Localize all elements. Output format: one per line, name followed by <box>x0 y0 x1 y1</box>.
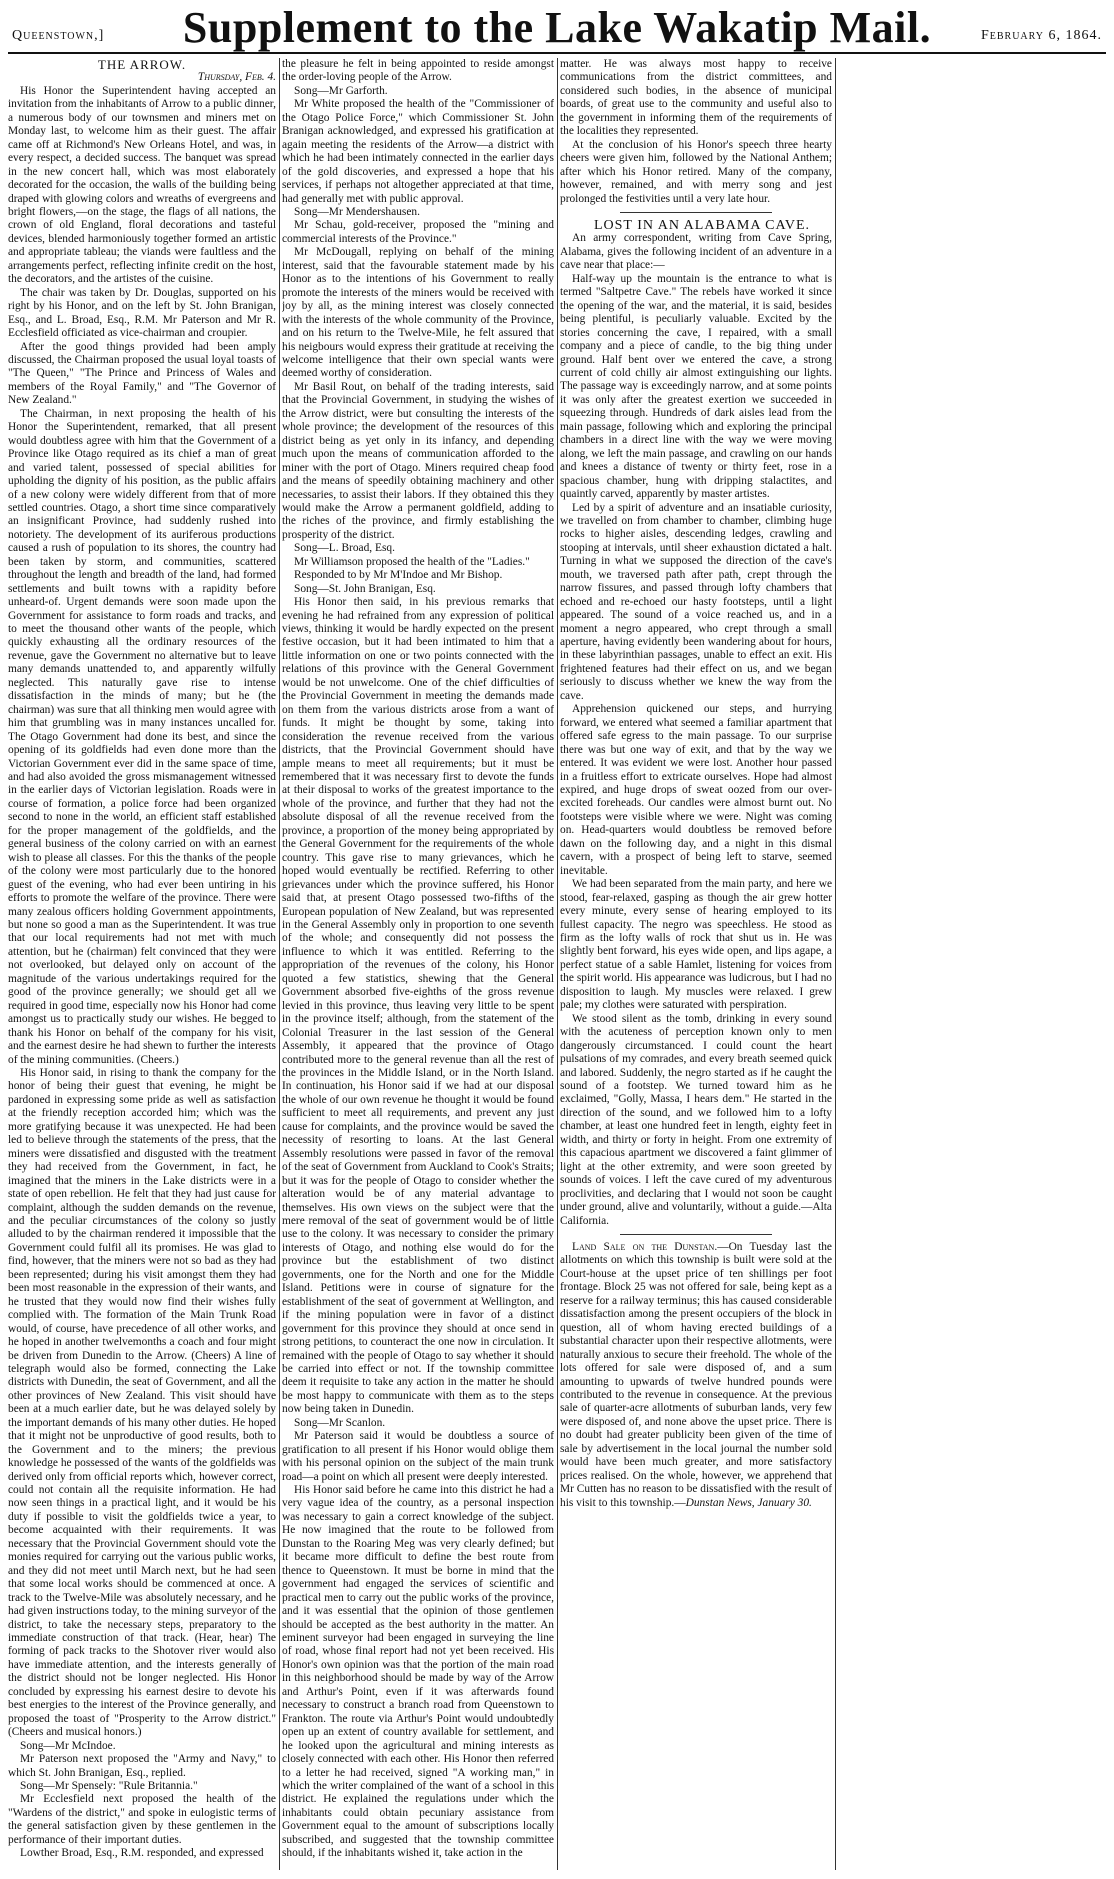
divider <box>620 1234 772 1235</box>
column-2 <box>282 58 554 1870</box>
paragraph: Lowther Broad, Esq., R.M. responded, and expressed <box>20 1847 264 1860</box>
column-rule <box>835 58 836 1870</box>
paragraph: Song—Mr Mendershausen. <box>294 205 420 218</box>
paragraph: Apprehension quickened our steps, and hurrying forward, we entered what seemed a familiar apartment that offered safe egress to the main passage. To our surprise there was but one way of exit, and that by the way we entered. It was evident we were lost. Another hour passed in a fruitless effort to extricate ourselves. Hope had almost expired, and huge drops of sweat oozed from our over-excited foreheads. Our candles were almost burnt out. No footsteps were visible where we were. Night was coming on. Head-quarters would doubtless be removed before dawn on the following day, and a night in this dismal cavern, with a prospect of being left to starve, seemed inevitable. <box>560 703 832 877</box>
paragraph: the pleasure he felt in being appointed to reside amongst the order-loving people of the Arrow. <box>282 58 554 84</box>
paragraph: His Honor said, in rising to thank the company for the honor of being their guest that evening, he might be pardoned in expressing some pride as well as satisfaction at the friendly reception accorded him; which was the more gratifying because it was unexpected. He had been led to believe through the statements of the press, that the miners were dissatisfied and disgusted with the treatment they had received from the Government, in fact, he imagined that the miners in the Lake districts were in a state of open rebellion. He felt that they had just cause for complaint, although the sudden demands on the revenue, and the peculiar circumstances of the colony so justly alluded to by the chairman rendered it impossible that the Government could fulfil all its promises. He was glad to find, however, that the miners were not so bad as they had been represented; during his visit amongst them they had been most reasonable in the expression of their wants, and he trusted that they would now find their wishes fully complied with. The formation of the Main Trunk Road would, of course, have precedence of all other works, and he hoped in another twelvemonths a coach and four might be driven from Dunedin to the Arrow. (Cheers) A line of telegraph would also be formed, connecting the Lake districts with Dunedin, the seat of Government, and all the other provinces of New Zealand. This visit should have been at a much earlier date, but he was delayed solely by the important demands of his many other duties. He hoped that it might not be unproductive of good results, both to the Government and to the miners; the previous knowledge he possessed of the wants of the goldfields was derived only from official reports which, however correct, could not contain all the requisite information. He had now seen things in a practical light, and it would be his duty if possible to visit the goldfields twice a year, to become acquainted with their requirements. It was necessary that the Provincial Government should vote the monies required for carrying out the various public works, and they did not meet until March next, but he had seen that some local works should be commenced at once. A track to the Twelve-Mile was absolutely necessary, and he had given instructions today, to the mining surveyor of the district, to take the necessary steps, preparatory to the immediate construction of that track. (Hear, hear) The forming of pack tracks to the Shotover river would also have immediate attention, and the interests generally of the district should not be longer neglected. His Honor concluded by expressing his earnest desire to devote his best energies to the interest of the Province generally, and proposed the toast of "Prosperity to the Arrow district." (Cheers and musical honors.) <box>8 1066 276 1739</box>
paragraph: We stood silent as the tomb, drinking in every sound with the acuteness of perception known only to men dangerously circumstanced. I could count the heart pulsations of my comrades, and every breath seemed quick and labored. Suddenly, the negro started as if he caught the sound of a footstep. We turned toward him as he exclaimed, "Golly, Massa, I hears dem." He started in the direction of the sound, and we followed him to a lofty chamber, at least one hundred feet in length, eighty feet in width, and thirty or forty in height. From one extremity of this capacious apartment we discovered a faint glimmer of light at the other extremity, and were soon greeted by sounds of voices. I left the cave cured of my adventurous proclivities, and declaring that I would not soon be caught under ground, alive and voluntarily, without a guide.—Alta California. <box>560 1012 832 1227</box>
masthead-date: February 6, 1864. <box>980 28 1102 43</box>
paragraph: matter. He was always most happy to receive communications from the district committees, and considered such bodies, in the absence of municipal boards, of great use to the community and useful also to the government in informing them of the requirements of the localities they represented. <box>560 58 832 138</box>
paragraph: Responded to by Mr M'Indoe and Mr Bishop. <box>294 569 503 582</box>
land-sale-source: Dunstan News, January 30. <box>685 1496 812 1509</box>
paragraph: His Honor said before he came into this district he had a very vague idea of the country, as a personal inspection was necessary to gain a correct knowledge of the subject. He now imagined that the route to be followed from Dunstan to the Roaring Meg was very clearly defined; but it became more difficult to define the best route from thence to Queenstown. It must be borne in mind that the government had engaged the services of scientific and practical men to carry out the public works of the province, and it was essential that the opinion of those gentlemen should be accepted as the best authority in the matter. An eminent surveyor had been engaged in surveying the line of road, whose final report had not yet been received. His Honor's own opinion was that the portion of the main road in this neighborhood should be made by way of the Arrow and Arthur's Point, even if it was afterwards found necessary to construct a branch road from Queenstown to Frankton. The route via Arthur's Point would undoubtedly open up an extent of country available for settlement, and he looked upon the agricultural and mining interests as closely connected with each other. His Honor then referred to a letter he had received, signed "A working man," in which the writer complained of the want of a school in this district. He explained the regulations under which the inhabitants could obtain pecuniary assistance from Government equal to the amount of subscriptions locally subscribed, and suggested that the township committee should, if the inhabitants wished it, take action in the <box>282 1484 554 1860</box>
paragraph: We had been separated from the main party, and here we stood, fear-relaxed, gasping as though the air grew hotter every minute, every sense of hearing employed to its fullest capacity. The negro was speechless. He stood as firm as the lofty walls of rock that shut us in. He was slightly bent forward, his eyes wide open, and lips agape, a perfect statue of a sable Hamlet, listening for voices from the spirit world. His appearance was ludicrous, but I had no disposition to laugh. My muscles were relaxed. I grew pale; my clothes were saturated with perspiration. <box>560 878 832 1012</box>
paragraph: Mr Paterson said it would be doubtless a source of gratification to all present if his Honor would oblige them with his personal opinion on the subject of the main trunk road—a point on which all present were deeply interested. <box>282 1430 554 1483</box>
paragraph: Led by a spirit of adventure and an insatiable curiosity, we travelled on from chamber to chamber, climbing huge rocks to higher aisles, descending ledges, crawling and stooping at intervals, until sheer exhaustion dictated a halt. Turning in what we supposed the direction of the cave's mouth, we traversed path after path, crept through the narrow fissures, and passed through lofty chambers that echoed and re-echoed our hasty footsteps, until a light appeared. The sound of a voice reached us, and in a moment a negro appeared, who crept through a small aperture, having evidently been wandering about for hours, in these labyrinthian passages, unable to effect an exit. His frightened features had their effect on us, and we began seriously to discuss whether we knew the way from the cave. <box>560 501 832 702</box>
paragraph: His Honor then said, in his previous remarks that evening he had refrained from any expression of political views, thinking it would be hardly expected on the present festive occasion, but it had been intimated to him that a little information on one or two points connected with the relations of this province with the General Government would be not unwelcome. One of the chief difficulties of the Provincial Government in meeting the demands made on them from the various districts arose from a want of funds. It might be thought by some, taking into consideration the revenue received from the various districts, that the Provincial Government should have ample means to meet all requirements; but it must be remembered that it was necessary first to devote the funds at their disposal to works of the greatest importance to the whole of the province, and further that they had not the absolute disposal of all the revenue received from the province, a proportion of the money being appropriated by the General Government for the requirements of the whole country. This gave rise to many grievances, which he hoped would eventually be rectified. Referring to other grievances under which the province suffered, his Honor said that, at present Otago possessed two-fifths of the European population of New Zealand, but was represented in the General Assembly only in proportion to one seventh of the whole; and consequently did not possess the influence to which it was entitled. Referring to the appropriation of the revenues of the colony, his Honor quoted a few statistics, shewing that the General Government absorbed five-eighths of the gross revenue levied in this province, thus leaving very little to be spent in the province itself; although, from the statement of the Colonial Treasurer in the last session of the General Assembly, it appeared that the province of Otago contributed more to the general revenue than all the rest of the provinces in the Middle Island, or in the North Island. In continuation, his Honor said if we had at our disposal the whole of our own revenue he thought it would be found sufficient to meet all requirements, and prevent any just cause for complaints, and the province would be saved the necessity of resorting to loans. At the last General Assembly resolutions were passed in favor of the removal of the seat of Government from Auckland to Cook's Straits; but it was for the people of Otago to consider whether the alteration would be of any material advantage to themselves. His own views on the subject were that the mere removal of the seat of government would be of little use to the colony. It was necessary to consider the primary interests of Otago, and nothing else would do for the province but the establishment of two distinct governments, one for the North and one for the Middle Island. Petitions were in course of signature for the establishment of the seat of government at Wellington, and if the mining population were in favor of a distinct government for this province they should at once send in strong petitions, to counteract the one now in circulation. It remained with the people of Otago to say whether it should be carried into effect or not. If the township committee deem it requisite to take any action in the matter he should be most happy to communicate with them as to the steps now being taken in Dunedin. <box>282 596 554 1416</box>
divider <box>620 212 772 213</box>
paragraph: Mr Williamson proposed the health of the "Ladies." <box>294 555 530 568</box>
paragraph: Song—Mr Spensely: "Rule Britannia." <box>20 1780 198 1792</box>
paragraph: Mr Paterson next proposed the "Army and Navy," to which St. John Branigan, Esq., replied. <box>8 1753 276 1779</box>
paragraph: The Chairman, in next proposing the health of his Honor the Superintendent, remarked, that all present would doubtless agree with him that the Government of a Province like Otago required as its chief a man of great and varied talent, possessed of special abilities for upholding the dignity of his position, as the public affairs of a new colony were widely different from that of more settled countries. Otago, a short time since comparatively an insignificant Province, had suddenly rushed into notoriety. The development of its auriferous productions caused a rush of population to its shores, the country had been taken by storm, and communities, scattered throughout the length and breadth of the land, had formed settlements and built towns with a rapidity before unheard-of. Urgent demands were soon made upon the Government for assistance to form roads and tracks, and to meet the thousand other wants of the people, which quickly exhausting all the ordinary resources of the revenue, gave the Government no alternative but to leave many demands unattended to, and apparently wilfully neglected. This naturally gave rise to intense dissatisfaction in the minds of many; but he (the chairman) was sure that all thinking men would agree with him that grumbling was in many instances uncalled for. The Otago Government had done its best, and since the opening of its goldfields had even done more than the Victorian Government ever did in the same space of time, and had also avoided the gross mismanagement witnessed in the earlier days of Victorian legislation. Roads were in course of formation, a police force had been organized second to none in the world, an efficient staff established for the proper management of the goldfields, and the general business of the colony carried on with an earnest wish to please all classes. For this the thanks of the people of the colony were most particularly due to the honored guest of the evening, who had ever been untiring in his efforts to promote the welfare of the province. There were many zealous officers holding Government appointments, but none so good a man as the Superintendent. It was true that our local requirements had not met with much attention, but he (chairman) felt convinced that they were not overlooked, but delayed only on account of the magnitude of the various undertakings required for the good of the province generally; we should get all we required in good time, especially now his Honor had come amongst us to practically study our wishes. He begged to thank his Honor on behalf of the company for his visit, and the earnest desire he had shewn to further the interests of the mining communities. (Cheers.) <box>8 407 276 1066</box>
paragraph: Song—St. John Branigan, Esq. <box>294 582 436 595</box>
paragraph: Half-way up the mountain is the entrance to what is termed "Saltpetre Cave." The rebels have worked it since the opening of the war, and the material, it is said, besides being plentiful, is peculiarly valuable. Excited by the stories concerning the cave, I repaired, with a small company and a piece of candle, to the big thing under ground. Half bent over we entered the cave, a strong current of cold chilly air almost extinguishing our lights. The passage way is exceedingly narrow, and at some points it was only after the greatest exertion we succeeded in squeezing through. Hundreds of dark aisles lead from the main passage, following which and exploring the principal chambers in a direct line with the way we were moving along, we left the main passage, and crawling on our hands and knees a distance of twenty or thirty feet, rose in a spacious chamber, hung with dripping stalactites, and quaintly carved, apparently by master artistes. <box>560 272 832 501</box>
article-land-sale: Land Sale on the Dunstan.—On Tuesday last the allotments on which this township is built were sold at the Court-house at the upset price of ten shillings per foot frontage. Block 25 was not offered for sale, being kept as a reserve for a railway terminus; this has caused considerable dissatisfaction among the present occupiers of the block in question, all of whom having erected buildings of a substantial character upon their respective allotments, were naturally anxious to secure their freehold. The whole of the lots offered for sale were disposed of, and a sum amounting to upwards of twelve hundred pounds were contributed to the revenue in consequence. At the previous sale of quarter-acre allotments of suburban lands, very few were disposed of, and none above the upset price. There is no doubt had greater publicity been given of the time of sale by advertisement in the local journal the number sold would have been much greater, and more satisfactory prices realised. On the whole, however, we apprehend that Mr Cutten has no reason to be dissatisfied with the result of his visit to this township.—Dunstan News, January 30. <box>560 1240 832 1509</box>
article-dateline: Thursday, Feb. 4. <box>197 71 276 84</box>
land-sale-lead: Land Sale on the Dunstan. <box>572 1240 718 1253</box>
paragraph: Song—L. Broad, Esq. <box>294 542 395 555</box>
column-3 <box>560 58 832 1870</box>
paragraph: Mr White proposed the health of the "Commissioner of the Otago Police Force," which Commissioner St. John Branigan acknowledged, and expressed his gratification at again meeting the residents of the Arrow—a district with which he had been intimately connected in the earlier days of the gold discoveries, and expressed a hope that his services, if perhaps not altogether appreciated at that time, had generally met with public approval. <box>282 98 554 205</box>
paragraph: Song—Mr Garforth. <box>294 84 388 97</box>
paragraph: After the good things provided had been amply discussed, the Chairman proposed the usual loyal toasts of "The Queen," "The Prince and Princess of Wales and members of the Royal Family," and "The Governor of New Zealand." <box>8 340 276 407</box>
column-rule <box>279 58 280 1870</box>
masthead-place: Queenstown,] <box>12 28 105 43</box>
paragraph: Mr Basil Rout, on behalf of the trading interests, said that the Provincial Government, in studying the wishes of the Arrow district, were but consulting the interests of the whole province; the development of the resources of this district being as yet only in its infancy, and depending much upon the means of communication afforded to the miner with the port of Otago. Miners required cheap food and the means of speedily obtaining machinery and other necessaries, to assist their labors. If they obtained this they would make the Arrow a permanent goldfield, adding to the riches of the province, and firmly establishing the prosperity of the district. <box>282 380 554 541</box>
paragraph: Song—Mr McIndoe. <box>20 1739 116 1752</box>
paragraph: Mr Ecclesfield next proposed the health of the "Wardens of the district," and spoke in eulogistic terms of the general satisfaction given by these gentlemen in the performance of their important duties. <box>8 1793 276 1846</box>
column-1 <box>8 58 276 1870</box>
paragraph: The chair was taken by Dr. Douglas, supported on his right by his Honor, and on the left by St. John Branigan, Esq., and L. Broad, Esq., R.M. Mr Paterson and Mr R. Ecclesfield officiated as vice-chairman and croupier. <box>8 286 276 340</box>
paragraph: Mr Schau, gold-receiver, proposed the "mining and commercial interests of the Province." <box>282 219 554 245</box>
paragraph: Mr McDougall, replying on behalf of the mining interest, said that the favourable statement made by his Honor as to the intentions of his Government to really promote the interests of the miners would be received with joy by all, as the mining interest was closely connected with the interests of the whole community of the Province, and on his return to the Twelve-Mile, he felt assured that his neigbours would express their gratitude at receiving the welcome intelligence that their own special wants were deemed worthy of consideration. <box>282 246 554 380</box>
masthead <box>8 4 1106 54</box>
column-rule <box>557 58 558 1870</box>
land-sale-body: —On Tuesday last the allotments on which this township is built were sold at the Court-house at the upset price of ten shillings per foot frontage. Block 25 was not offered for sale, being kept as a reserve for a railway terminus; this has caused considerable dissatisfaction among the present occupiers of the block in question, all of whom having erected buildings of a substantial character upon their respective allotments, were naturally anxious to secure their freehold. The whole of the lots offered for sale were disposed of, and a sum amounting to upwards of twelve hundred pounds were contributed to the revenue in consequence. At the previous sale of quarter-acre allotments of suburban lands, very few were disposed of, and none above the upset price. There is no doubt had greater publicity been given of the time of sale by advertisement in the local journal the number sold would have been much greater, and more satisfactory prices realised. On the whole, however, we apprehend that Mr Cutten has no reason to be dissatisfied with the result of his visit to this township. <box>560 1240 832 1509</box>
paragraph: His Honor the Superintendent having accepted an invitation from the inhabitants of Arrow to a public dinner, a numerous body of our townsmen and miners met on Monday last, to welcome him as their guest. The affair came off at Richmond's New Orleans Hotel, and was, in every respect, a decided success. The banquet was spread in the new concert hall, which was most elaborately decorated for the occasion, the walls of the building being draped with glowing colors and wreaths of evergreens and bright flowers,—on the stage, the flags of all nations, the crown of old England, floral decorations and tasteful devices, blended harmoniously together formed an artistic and appropriate tableau; the viands were faultless and the arrangements perfect, reflecting infinite credit on the host, the decorators, and the artistes of the cuisine. <box>8 84 276 286</box>
paragraph: At the conclusion of his Honor's speech three hearty cheers were given him, followed by the National Anthem; after which his Honor retired. Many of the company, however, remained, and with merry song and jest prolonged the festivities until a very late hour. <box>560 138 832 205</box>
masthead-title: Supplement to the Lake Wakatip Mail. <box>182 3 932 52</box>
article-headline-arrow: THE ARROW. <box>97 58 187 72</box>
paragraph: An army correspondent, writing from Cave Spring, Alabama, gives the following incident of an adventure in a cave near that place:— <box>560 232 832 272</box>
column-4 <box>838 58 1106 1870</box>
paragraph: Song—Mr Scanlon. <box>294 1416 386 1429</box>
article-headline-cave: LOST IN AN ALABAMA CAVE. <box>593 217 810 233</box>
